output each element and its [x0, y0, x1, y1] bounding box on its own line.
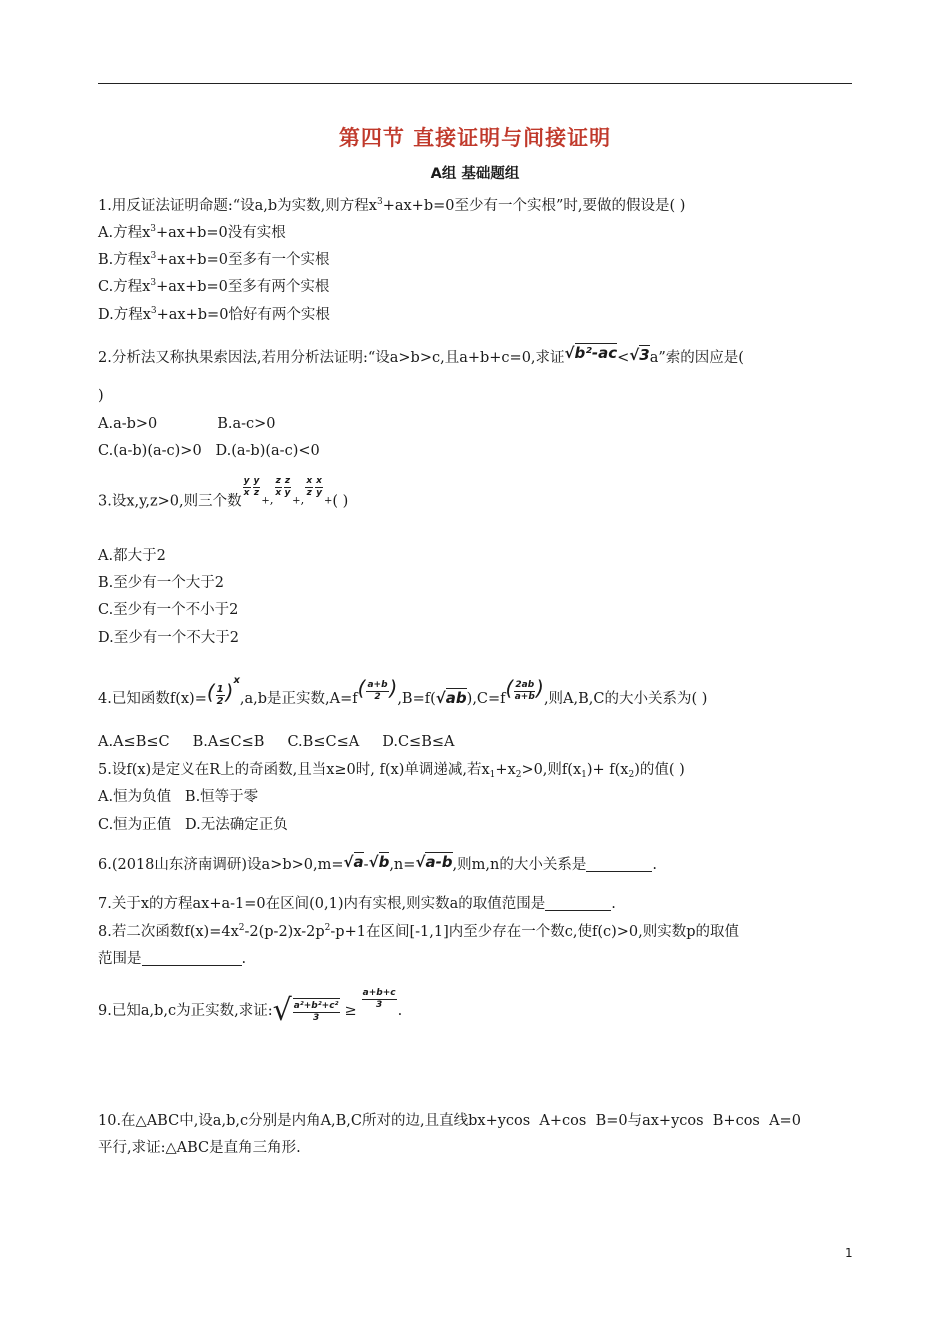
frac-z-y: $\frac{z}{y}$ — [284, 476, 291, 498]
q5-stem: 5.设f(x)是定义在R上的奇函数,且当x≥0时, f(x)单调递减,若$x_1+x_2>0$,则$f(x_1)+ f(x_2)$的值( ) — [98, 762, 685, 780]
q1-option-c: C.方程$x^3+ax+b=0$至多有两个实根 — [98, 278, 330, 295]
q3-option-d: D.至少有一个不大于2 — [98, 630, 239, 646]
sqrt-b: √b — [368, 853, 390, 871]
q9-sqrt-lhs: √ $\frac{\text{a²+b²+c²}}{3}$ — [272, 993, 339, 1028]
section-title: 第四节 直接证明与间接证明 — [338, 126, 612, 150]
header-rule — [98, 83, 852, 84]
q2-options-ab: A.a-b>0 B.a-c>0 — [98, 416, 276, 432]
q7-answer-blank — [545, 896, 611, 911]
sqrt-a: √a — [343, 853, 364, 871]
q4-sqrt-ab: √ab — [435, 689, 467, 707]
q1-option-a: A.方程$x^3+ax+b=0$没有实根 — [98, 224, 286, 241]
q2-options-cd: C.(a-b)(a-c)>0 D.(a-b)(a-c)<0 — [98, 443, 320, 459]
q4-arg-a: ( $\frac{a+b}{2}$ ) — [357, 676, 398, 702]
q1-stem: 1.用反证法证明命题:“设a,b为实数,则方程$x^3+ax+b=0$至少有一个实根”时,要做的假设是( ) — [98, 197, 686, 214]
q8-line2: 范围是 . — [98, 951, 247, 967]
q1-option-b: B.方程$x^3+ax+b=0$至多有一个实根 — [98, 251, 330, 268]
frac-z-x: $\frac{z}{x}$ — [275, 476, 282, 498]
q10-line1: 10.在△ABC中,设a,b,c分别是内角A,B,C所对的边,且直线bx+ycos A+cos B=0与ax+ycos B+cos A=0 — [98, 1113, 801, 1129]
q3-option-a: A.都大于2 — [98, 548, 166, 564]
frac-y-z: $\frac{y}{z}$ — [253, 476, 260, 498]
sqrt-3: √3 — [629, 346, 650, 364]
q9-rhs: $\frac{a+b+c}{3}$ — [362, 988, 396, 1010]
q2-stem: 2.分析法又称执果索因法,若用分析法证明:“设a>b>c,且a+b+c=0,求证√b²-ac<√3a”索的因应是( — [98, 344, 744, 366]
q1-option-d: D.方程$x^3+ax+b=0$恰好有两个实根 — [98, 306, 330, 323]
q4-base: ( $\frac{1}{2}$ )$^x$ — [206, 675, 240, 707]
q3-option-b: B.至少有一个大于2 — [98, 575, 224, 591]
q10-line2: 平行,求证:△ABC是直角三角形. — [98, 1140, 301, 1156]
q4-arg-c: ( $\frac{2ab}{a+b}$ ) — [505, 676, 544, 702]
q7-stem: 7.关于x的方程ax+a-1=0在区间(0,1)内有实根,则实数a的取值范围是 . — [98, 896, 616, 912]
q2-paren-close: ) — [98, 388, 104, 404]
q5-options-cd: C.恒为正值 D.无法确定正负 — [98, 817, 288, 833]
frac-y-x: $\frac{y}{x}$ — [243, 476, 250, 498]
q4-options: A.A≤B≤C B.A≤C≤B C.B≤C≤A D.C≤B≤A — [98, 734, 455, 750]
q6-answer-blank — [586, 857, 652, 872]
sqrt-b2-ac: √b²-ac — [564, 344, 618, 362]
group-title: A组 基础题组 — [430, 166, 520, 182]
q3-option-c: C.至少有一个不小于2 — [98, 602, 239, 618]
q5-options-ab: A.恒为负值 B.恒等于零 — [98, 789, 259, 805]
q6-stem: 6.(2018山东济南调研)设a>b>0,m=√a-√b,n=√a-b,则m,n的大小关系是 . — [98, 853, 657, 873]
q9-stem: 9.已知a,b,c为正实数,求证:√ $\frac{\text{a²+b²+c²}}{3}$ ≥ $\frac{a+b+c}{3}$ . — [98, 986, 402, 1036]
sqrt-a-minus-b: √a-b — [415, 853, 453, 871]
q8-stem: 8.若二次函数$f(x)=4x^2-2(p-2)x-2p^2-p+1$在区间[-1,1]内至少存在一个数c,使f(c)>0,则实数p的取值 — [98, 923, 740, 940]
page-number: 1 — [845, 1246, 853, 1260]
q3-stem: 3.设x,y,z>0,则三个数 $\frac{y}{x}$ $\frac{y}{z}$ $_{+,}$ $\frac{z}{x}$ $\frac{z}{y}$ $_{+,}$ $\frac{x}{z}$ $\frac{x}{y}$ $_+$( ) — [98, 476, 349, 510]
frac-x-y: $\frac{x}{y}$ — [316, 476, 322, 498]
frac-x-z: $\frac{x}{z}$ — [306, 476, 313, 498]
q8-answer-blank — [142, 951, 242, 966]
q4-stem: 4.已知函数f(x)=( $\frac{1}{2}$ )$^x$,a,b是正实数,A=f( $\frac{a+b}{2}$ ),B=f(√ab),C=f( $\frac{2ab}{a+b}$ ),则A,B,C的大小关系为( ) — [98, 668, 707, 719]
